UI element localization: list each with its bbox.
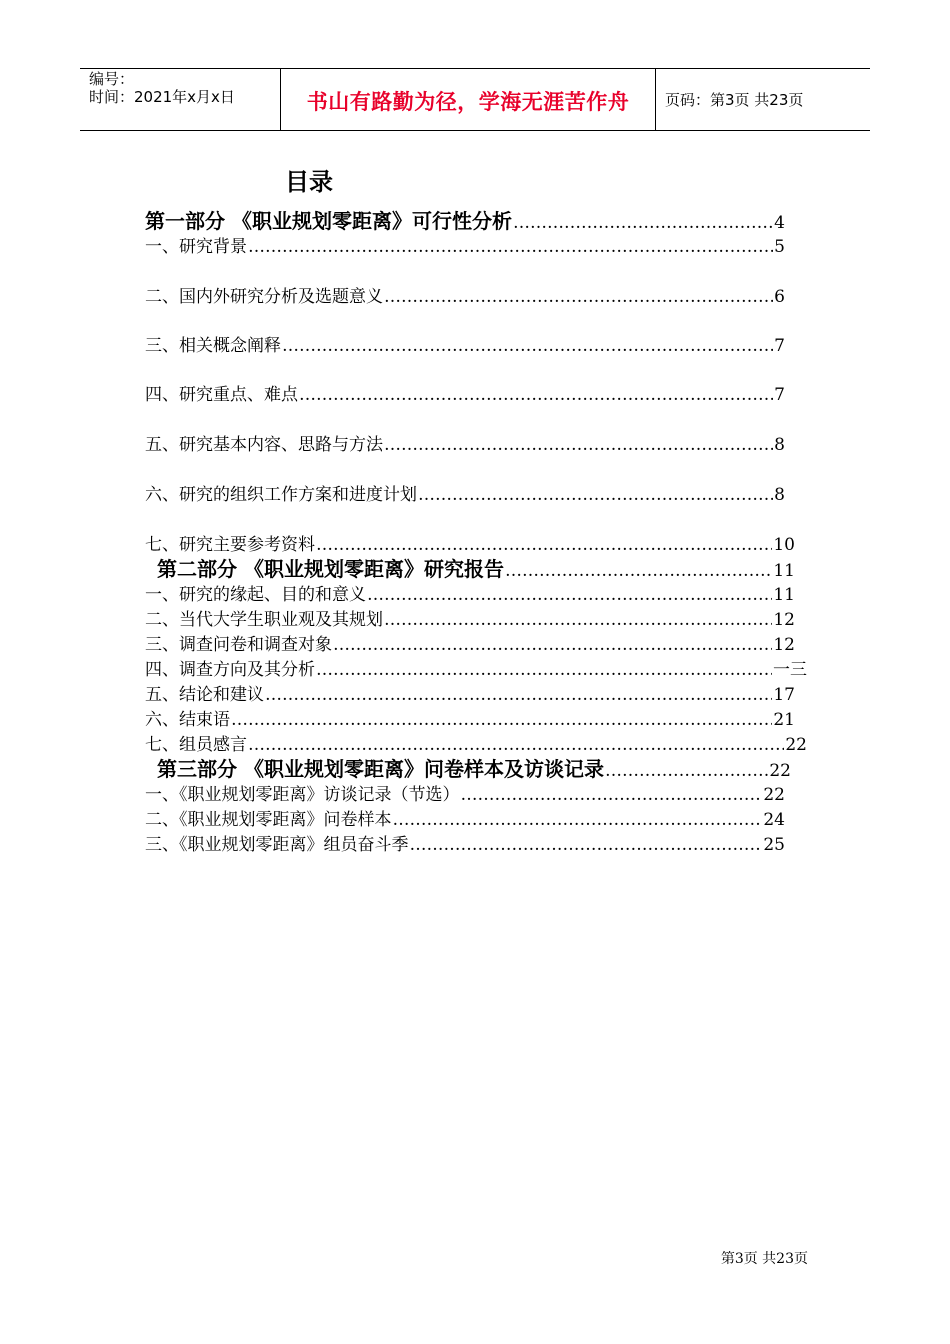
leader-dots	[231, 710, 772, 730]
toc-entry-page: 一三	[773, 660, 807, 680]
header-page-cell	[655, 69, 870, 130]
toc-entry-page: 12	[773, 610, 795, 630]
toc-entry-label: 七、研究主要参考资料	[145, 535, 315, 555]
leader-dots	[265, 685, 772, 705]
leader-dots	[384, 287, 773, 307]
leader-dots	[299, 385, 773, 405]
toc-entry[interactable]	[145, 605, 795, 630]
toc-entry[interactable]	[145, 380, 785, 405]
toc-entry[interactable]	[145, 580, 795, 605]
toc-entry-label: 一、《职业规划零距离》访谈记录（节选）	[145, 785, 460, 805]
document-number-label: 编号：	[89, 70, 135, 88]
leader-dots	[513, 213, 773, 233]
toc-entry-page: 17	[773, 685, 795, 705]
toc-entry-label: 四、研究重点、难点	[145, 385, 298, 405]
leader-dots	[410, 835, 763, 855]
toc-entry-page: 8	[774, 435, 785, 455]
toc-entry[interactable]	[145, 830, 785, 855]
toc-part-1[interactable]	[145, 205, 785, 234]
toc-entry-label: 第一部分 《职业规划零距离》可行性分析	[145, 209, 512, 233]
toc-entry-page: 5	[774, 237, 785, 257]
toc-entry[interactable]	[145, 680, 795, 705]
toc-entry-label: 第三部分 《职业规划零距离》问卷样本及访谈记录	[157, 757, 604, 781]
toc-entry-page: 8	[774, 485, 785, 505]
motto: 书山有路勤为径，学海无涯苦作舟	[306, 90, 630, 114]
toc-entry[interactable]	[145, 630, 795, 655]
toc-entry-label: 一、研究的缘起、目的和意义	[145, 585, 366, 605]
toc-entry-page: 22	[785, 735, 807, 755]
page-header	[80, 68, 870, 131]
leader-dots	[316, 660, 772, 680]
toc-entry-page: 10	[773, 535, 795, 555]
toc-entry-label: 三、调查问卷和调查对象	[145, 635, 332, 655]
toc-entry[interactable]	[145, 805, 785, 830]
toc-entry-label: 三、《职业规划零距离》组员奋斗季	[145, 835, 409, 855]
toc-entry-label: 五、研究基本内容、思路与方法	[145, 435, 383, 455]
header-motto-cell	[280, 69, 656, 130]
header-page-info: 页码：第3页 共23页	[665, 91, 804, 109]
toc-entry-label: 四、调查方向及其分析	[145, 660, 315, 680]
toc-entry-label: 一、研究背景	[145, 237, 247, 257]
leader-dots	[282, 336, 773, 356]
toc-entry[interactable]	[145, 530, 795, 555]
toc-part-3[interactable]	[157, 753, 791, 782]
toc-entry[interactable]	[145, 331, 785, 356]
toc-entry-page: 11	[773, 585, 795, 605]
toc-entry-label: 六、结束语	[145, 710, 230, 730]
toc-entry-page: 4	[774, 213, 785, 233]
toc-entry[interactable]	[145, 232, 785, 257]
toc-entry[interactable]	[145, 705, 795, 730]
leader-dots	[367, 585, 772, 605]
toc-entry-label: 七、组员感言	[145, 735, 247, 755]
toc-entry-page: 7	[774, 385, 785, 405]
leader-dots	[384, 610, 772, 630]
toc-entry[interactable]	[145, 430, 785, 455]
toc-entry[interactable]	[145, 480, 785, 505]
toc-entry-label: 六、研究的组织工作方案和进度计划	[145, 485, 417, 505]
leader-dots	[605, 761, 768, 781]
document-date: 时间：2021年x月x日	[89, 88, 235, 106]
toc-entry[interactable]	[145, 655, 807, 680]
toc-entry-page: 24	[763, 810, 785, 830]
toc-entry-page: 11	[773, 561, 795, 581]
leader-dots	[248, 735, 784, 755]
leader-dots	[393, 810, 763, 830]
leader-dots	[418, 485, 773, 505]
toc-entry-page: 6	[774, 287, 785, 307]
toc-entry[interactable]	[145, 780, 785, 805]
toc-entry-label: 第二部分 《职业规划零距离》研究报告	[157, 557, 504, 581]
leader-dots	[248, 237, 773, 257]
toc-entry-page: 22	[769, 761, 791, 781]
toc-title: 目录	[285, 168, 333, 196]
toc-entry-page: 22	[763, 785, 785, 805]
toc-entry-page: 21	[773, 710, 795, 730]
leader-dots	[461, 785, 763, 805]
toc-entry[interactable]	[145, 730, 807, 755]
toc-entry-page: 25	[763, 835, 785, 855]
leader-dots	[384, 435, 773, 455]
leader-dots	[333, 635, 772, 655]
header-meta	[80, 69, 280, 130]
toc-entry-label: 二、国内外研究分析及选题意义	[145, 287, 383, 307]
toc-entry-page: 12	[773, 635, 795, 655]
toc-entry[interactable]	[145, 282, 785, 307]
page-footer: 第3页 共23页	[720, 1251, 808, 1267]
toc-entry-label: 三、相关概念阐释	[145, 336, 281, 356]
toc-entry-label: 五、结论和建议	[145, 685, 264, 705]
toc-part-2[interactable]	[157, 553, 795, 582]
leader-dots	[316, 535, 772, 555]
toc-entry-page: 7	[774, 336, 785, 356]
leader-dots	[505, 561, 772, 581]
toc-entry-label: 二、《职业规划零距离》问卷样本	[145, 810, 392, 830]
toc-entry-label: 二、当代大学生职业观及其规划	[145, 610, 383, 630]
